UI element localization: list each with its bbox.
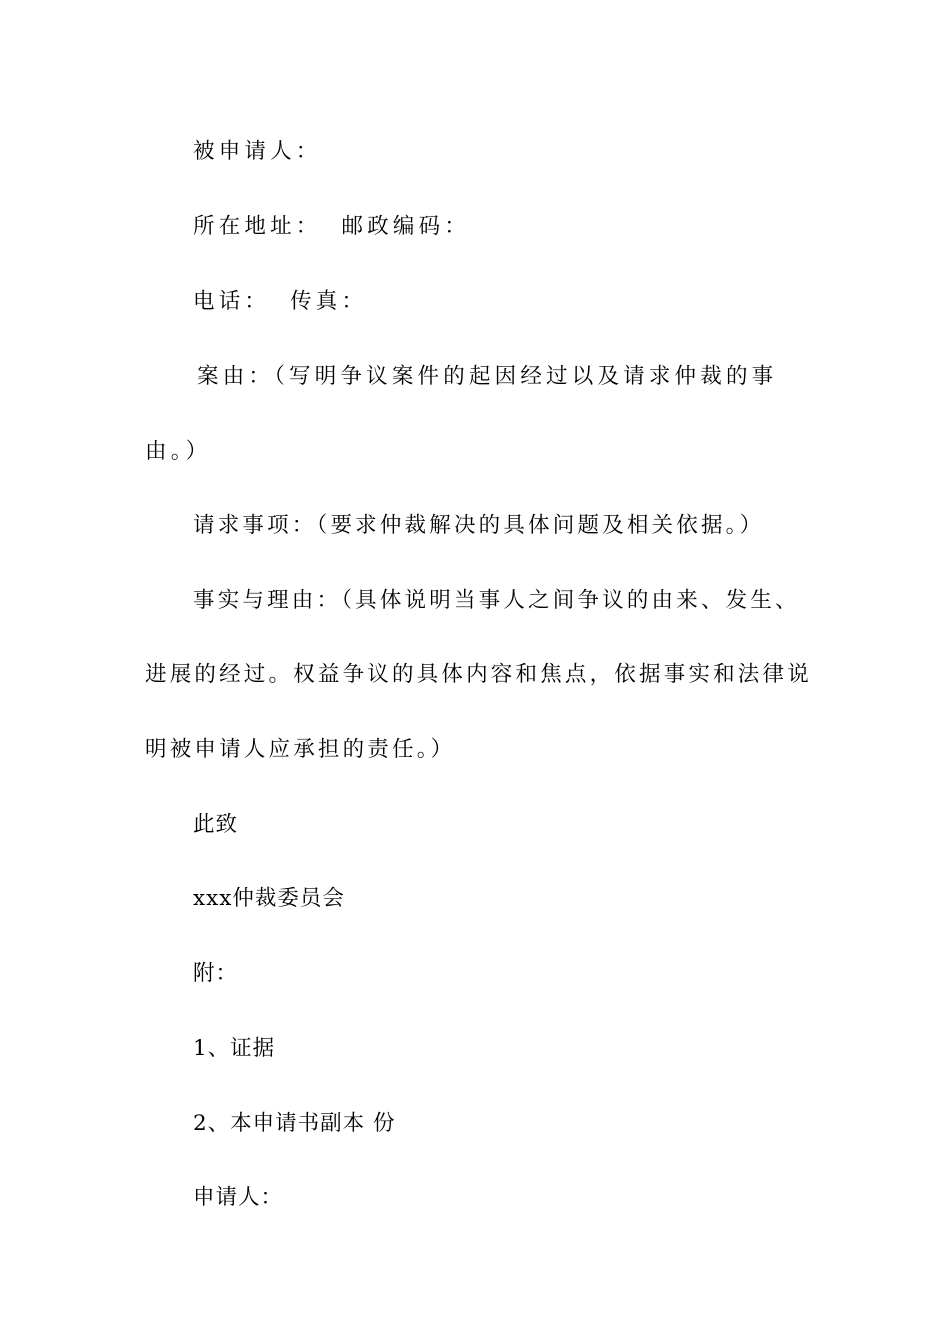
cause-paragraph-line-2: 由。） xyxy=(145,439,212,464)
facts-paragraph-line-3: 明被申请人应承担的责任。） xyxy=(145,737,456,762)
addressee-name: 仲裁委员会 xyxy=(232,886,345,911)
address-label: 所在地址： xyxy=(193,214,322,239)
applicant-label: 申请人： xyxy=(193,1185,284,1210)
attachments-heading: 附： xyxy=(193,961,239,986)
addressee-line xyxy=(193,884,345,914)
cause-paragraph-line-1: 案由：（写明争议案件的起因经过以及请求仲裁的事 xyxy=(197,364,778,389)
respondent-label: 被申请人： xyxy=(193,139,322,164)
addressee-prefix: xxx xyxy=(193,886,233,911)
address-line xyxy=(193,212,470,242)
salutation: 此致 xyxy=(193,812,239,837)
attachment-item-2: 2、本申请书副本 份 xyxy=(193,1111,396,1136)
attachment-item-1: 1、证据 xyxy=(193,1036,276,1061)
contact-line xyxy=(193,287,367,317)
facts-paragraph-line-1: 事实与理由：（具体说明当事人之间争议的由来、发生、 xyxy=(193,588,800,613)
claims-paragraph: 请求事项：（要求仲裁解决的具体问题及相关依据。） xyxy=(193,513,765,538)
postcode-label: 邮政编码： xyxy=(341,214,471,239)
phone-label: 电话： xyxy=(193,289,271,314)
fax-label: 传真： xyxy=(290,289,368,314)
facts-paragraph-line-2: 进展的经过。权益争议的具体内容和焦点，依据事实和法律说 xyxy=(145,662,812,687)
